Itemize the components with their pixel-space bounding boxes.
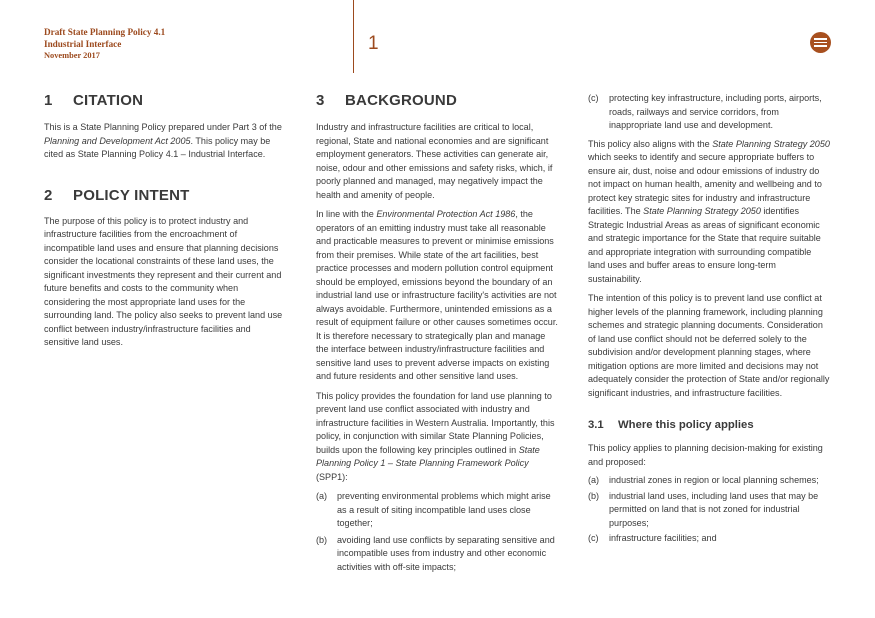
strategy-reference: State Planning Strategy 2050 [643,206,761,216]
list-item: (c) infrastructure facilities; and [588,533,717,543]
citation-number: 1 [44,92,53,109]
background-number: 3 [316,92,325,109]
applies-heading [588,418,830,432]
column-middle [316,92,559,574]
applies-number: 3.1 [588,419,604,431]
policy-intent-title: POLICY INTENT [73,186,190,204]
citation-title: CITATION [73,92,144,109]
header-title-line2: Industrial Interface [44,39,122,49]
background-paragraph-1: Industry and infrastructure facilities are critical to local, regional, State and national economies and are significant employment generators. These activities can generate air, noise, odour and other emissions and safety risks, which, if poorly planned and managed, may negatively impact the health and amenity of people. [316,122,553,200]
list-item: (a) industrial zones in region or local planning schemes; [588,475,819,485]
policy-intent-text: The purpose of this policy is to protect industry and infrastructure facilities from the encroachment of incompatible land uses and ensure that planning decisions consider the locational constraints of these land uses, the significant investments they represent and their current and future benefits and costs to the community when considering the most appropriate land uses for the surrounding land. The policy also seeks to prevent land use conflict between industry/infrastructure facilities and sensitive land uses. [44,215,283,347]
act-name: Planning and Development Act 2005 [44,135,191,146]
applies-title: Where this policy applies [618,419,754,431]
column-left [44,92,284,350]
background-paragraph-2: In line with the Environmental Protection Act 1986, the operators of an emitting industry must take all reasonable and practicable measures to prevent or minimise emissions from their premises. While state of the art facilities, best practice processes and modern pollution control equipment should be employed, emissions beyond the boundary of an industrial land use or infrastructure facility's activities are not always avoidable. Furthermore, unintended emissions as a result of equipment failure or other causes sometimes occur. It is therefore necessary to strategically plan and manage the interface between industry/infrastructure facilities and sensitive land uses to prevent adverse impacts on existing and future residents and other sensitive land uses. [316,209,558,381]
policy-intent-heading [44,187,284,205]
header-divider [353,0,354,73]
background-paragraph-4: This policy also aligns with the State Planning Strategy 2050 which seeks to identify and secure appropriate buffers to ensure air, dust, noise and odour emissions of industry do not impact on human health, amenity and wellbeing and to protect key strategic sites for industry and infrastructure facilities. The State Planning Strategy 2050 identifies Strategic Industrial Areas as areas of significant economic and strategic importance for the State that require suitable and appropriate integration with surrounding compatible land uses and buffer areas to ensure long-term sustainability. [588,138,830,284]
menu-icon[interactable] [810,32,831,53]
header-title-line1: Draft State Planning Policy 4.1 [44,27,166,37]
background-paragraph-5: The intention of this policy is to prevent land use conflict at higher levels of the planning framework, including planning schemes and strategic planning documents. Consideration of land use conflict should not be deferred solely to the subdivision and/or development planning stages, where mitigation options are more limited and decisions may not adequately consider the protection of State and/or regionally significant industries, and infrastructure facilities. [588,293,830,398]
list-item: (b) industrial land uses, including land uses that may be permitted on land that is not zoned for industrial purposes; [588,490,819,528]
header-date: November 2017 [44,51,100,60]
citation-text: This is a State Planning Policy prepared under Part 3 of the Planning and Development Act 2005. This policy may be cited as State Planning Policy 4.1 – Industrial Interface. [44,122,282,159]
policy-reference: State Planning Policy 1 – State Planning Framework Policy [316,444,540,468]
policy-intent-number: 2 [44,186,53,204]
page-number: 1 [368,33,379,54]
list-item: (c) protecting key infrastructure, including ports, airports, roads, railways and service corridors, from inappropriate land use and development. [588,93,822,130]
strategy-reference: State Planning Strategy 2050 [712,138,830,149]
act-name: Environmental Protection Act 1986 [376,209,516,219]
background-paragraph-3: This policy provides the foundation for land use planning to prevent land use conflict associated with industry and infrastructure facilities in Western Australia. Importantly, this policy, in conjunction with similar State Planning Policies, builds upon the following key principles outlined in State Planning Policy 1 – State Planning Framework Policy (SPP1): [316,390,555,482]
column-right [588,92,830,546]
applies-intro: This policy applies to planning decision-making for existing and proposed: [588,443,823,467]
background-heading [316,92,559,110]
list-item: (b) avoiding land use conflicts by separating sensitive and incompatible uses from industry and other economic activities with off-site impacts; [316,534,555,572]
document-header [44,26,165,62]
citation-heading [44,92,284,110]
list-item: (a) preventing environmental problems which might arise as a result of siting incompatible land uses close together; [316,491,551,528]
background-title: BACKGROUND [345,92,457,109]
